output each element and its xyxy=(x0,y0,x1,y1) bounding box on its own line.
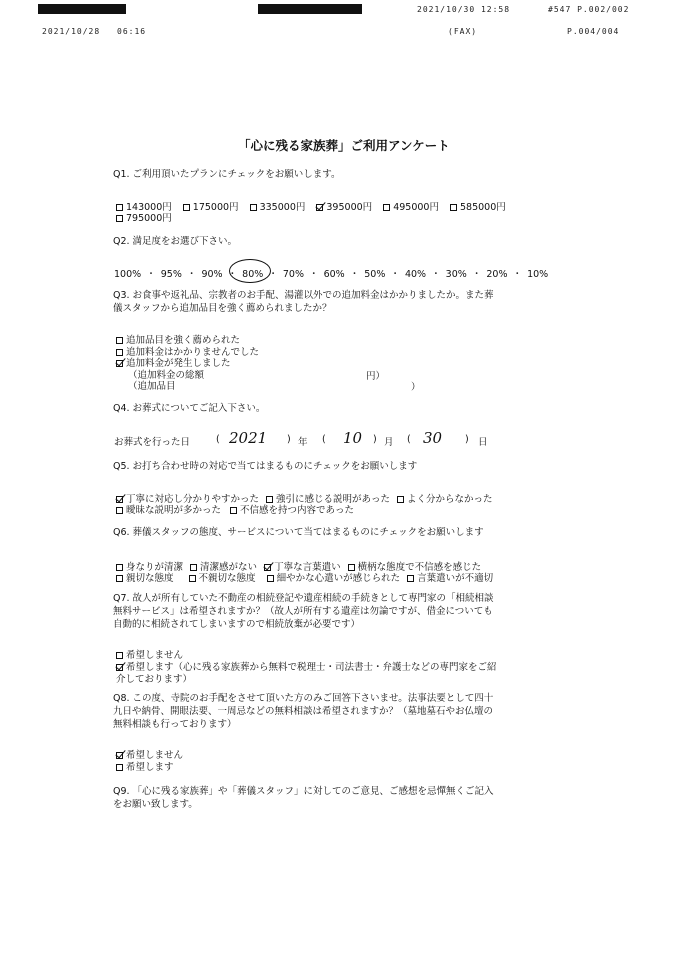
q8-options xyxy=(116,750,183,774)
option-label: 不信感を持つ内容であった xyxy=(240,505,354,516)
q3-option-strongly-recommended[interactable] xyxy=(116,335,259,347)
checkbox[interactable] xyxy=(116,349,123,356)
q3-option-no-extra-fee[interactable] xyxy=(116,347,259,359)
checkbox[interactable] xyxy=(250,204,257,211)
fax-top-page: #547 P.002/002 xyxy=(548,5,630,14)
checkbox-checked[interactable] xyxy=(316,204,323,211)
checkbox[interactable] xyxy=(407,575,414,582)
fax-top-datetime: 2021/10/30 12:58 xyxy=(417,5,511,14)
scale-50[interactable]: 50% xyxy=(364,269,386,280)
q4-question: Q4. お葬式についてご記入下さい。 xyxy=(113,403,266,414)
scale-60[interactable]: 60% xyxy=(323,269,345,280)
selection-circle-icon xyxy=(229,259,271,283)
redaction-bar-center xyxy=(258,4,362,14)
q4-year-unit: 年 xyxy=(298,437,308,448)
scale-100[interactable]: 100% xyxy=(114,269,142,280)
q4-paren-open-month: ( xyxy=(322,434,326,445)
q8-option-yes[interactable] xyxy=(116,762,183,774)
scale-dot: ・ xyxy=(431,269,441,280)
scale-40[interactable]: 40% xyxy=(404,269,427,280)
q5-option-vague[interactable] xyxy=(116,505,221,516)
q1-option-175000[interactable] xyxy=(183,202,239,213)
q1-options-row1 xyxy=(116,199,514,213)
checkbox-checked[interactable] xyxy=(116,664,123,671)
q7-option-yes-cont xyxy=(116,674,497,686)
option-label: 追加料金はかかりませんでした xyxy=(126,346,260,358)
q3-options xyxy=(116,335,259,393)
q3-question-line1: Q3. お食事や返礼品、宗教者のお手配、湯灌以外での追加料金はかかりましたか。また葬 xyxy=(113,290,494,301)
q7-question-line2: 無料サービス」は希望されますか？（故人が所有する遺産は勿論ですが、借金についても xyxy=(113,606,493,617)
option-label: 追加料金が発生しました xyxy=(126,358,231,369)
option-label: 横柄な態度で不信感を感じた xyxy=(357,562,482,573)
checkbox[interactable] xyxy=(397,496,404,503)
q1-options-row2 xyxy=(116,210,172,224)
option-label: 身なりが清潔 xyxy=(126,562,184,573)
q7-options xyxy=(116,650,497,686)
q9-question-line2: をお願い致します。 xyxy=(113,799,198,810)
q8-question-line1: Q8. この度、寺院のお手配をさせて頂いた方のみご回答下さいませ。法事法要として四十 xyxy=(113,693,494,704)
q4-paren-open-day: ( xyxy=(407,434,411,445)
checkbox[interactable] xyxy=(450,204,457,211)
q7-option-yes[interactable] xyxy=(116,662,497,674)
q2-scale xyxy=(114,266,548,280)
scale-dot: ・ xyxy=(227,269,238,280)
scale-dot: ・ xyxy=(349,269,360,280)
q6-row2 xyxy=(116,570,493,584)
q3-option-extra-fee[interactable] xyxy=(116,358,259,370)
option-label: 795000円 xyxy=(126,213,172,224)
q4-year-value[interactable]: 2021 xyxy=(229,429,268,447)
checkbox[interactable] xyxy=(189,575,196,582)
q1-option-795000[interactable] xyxy=(116,213,172,224)
scale-dot: ・ xyxy=(146,269,156,280)
q6-option-inappropriate-language[interactable] xyxy=(407,573,493,584)
amount-label: （追加料金の総額 xyxy=(128,369,205,381)
scale-dot: ・ xyxy=(390,269,400,280)
option-label: 希望しません xyxy=(126,750,184,761)
survey-title: 「心に残る家族葬」ご利用アンケート xyxy=(238,138,450,153)
option-label: 曖昧な説明が多かった xyxy=(126,505,222,516)
option-label: 丁寧に対応し分かりやすかった xyxy=(126,494,260,505)
option-label: 親切な態度 xyxy=(126,573,174,584)
option-label: 495000円 xyxy=(393,202,439,213)
q4-paren-close-year: ) xyxy=(287,434,291,445)
scale-dot: ・ xyxy=(186,269,197,280)
checkbox[interactable] xyxy=(116,764,123,771)
q3-amount-line xyxy=(116,370,259,382)
checkbox-checked[interactable] xyxy=(116,752,123,759)
option-label: よく分からなかった xyxy=(406,494,493,505)
scale-10[interactable]: 10% xyxy=(527,269,549,280)
checkbox[interactable] xyxy=(183,204,190,211)
option-label: 395000円 xyxy=(326,202,373,213)
q3-question-line2: 儀スタッフから追加品目を強く薦められましたか？ xyxy=(113,303,332,314)
option-label: 175000円 xyxy=(192,202,239,213)
q1-option-335000[interactable] xyxy=(250,202,306,213)
scale-dot: ・ xyxy=(309,269,319,280)
q2-question: Q2. 満足度をお選び下さい。 xyxy=(113,236,238,247)
scale-dot: ・ xyxy=(512,269,523,280)
option-label: 希望しません xyxy=(126,650,184,661)
option-label-cont: 介しております） xyxy=(116,674,193,685)
items-label: （追加品目 xyxy=(128,381,176,392)
q1-question: Q1. ご利用頂いたプランにチェックをお願いします。 xyxy=(113,169,341,180)
checkbox-checked[interactable] xyxy=(116,360,123,367)
checkbox[interactable] xyxy=(116,337,123,344)
fax-second-page: P.004/004 xyxy=(567,27,620,36)
q4-paren-close-day: ) xyxy=(465,434,469,445)
date-prefix: お葬式を行った日 xyxy=(114,437,191,448)
scale-95[interactable]: 95% xyxy=(160,269,182,280)
scale-90[interactable]: 90% xyxy=(201,269,223,280)
scale-dot: ・ xyxy=(471,269,482,280)
q4-month-unit: 月 xyxy=(384,437,394,448)
q6-option-attentive[interactable] xyxy=(267,573,401,584)
q4-day-unit: 日 xyxy=(478,437,488,448)
q1-option-585000[interactable] xyxy=(450,202,506,213)
q9-question-line1: Q9. 「心に残る家族葬」や「葬儀スタッフ」に対してのご意見、ご感想を忌憚無くご記入 xyxy=(113,786,494,797)
option-label: 不親切な態度 xyxy=(198,573,256,584)
q4-day-value[interactable]: 30 xyxy=(423,429,443,447)
q4-month-value[interactable]: 10 xyxy=(343,429,363,447)
redaction-bar-left xyxy=(38,4,126,14)
q7-question-line3: 自動的に相続されてしまいますので相続放棄が必要です） xyxy=(113,619,361,630)
scale-70[interactable]: 70% xyxy=(282,269,304,280)
option-label: 追加品目を強く薦められた xyxy=(126,335,241,346)
q3-amount-unit: 円） xyxy=(366,371,386,382)
q3-items-close: ） xyxy=(411,382,421,393)
q5-row2 xyxy=(116,502,354,516)
q7-question-line1: Q7. 故人が所有していた不動産の相続登記や遺産相続の手続きとして専門家の「相続相談 xyxy=(113,593,494,604)
q6-question: Q6. 葬儀スタッフの態度、サービスについて当てはまるものにチェックをお願いします xyxy=(113,527,484,538)
q8-question-line3: 無料相談も行っております） xyxy=(113,719,237,730)
option-label: 585000円 xyxy=(459,202,506,213)
checkbox[interactable] xyxy=(116,575,123,582)
q3-items-line xyxy=(116,381,259,393)
q7-option-no[interactable] xyxy=(116,650,497,662)
checkbox[interactable] xyxy=(116,652,123,659)
checkbox[interactable] xyxy=(230,507,237,514)
q1-option-495000[interactable] xyxy=(383,202,439,213)
checkbox[interactable] xyxy=(116,507,123,514)
q8-question-line2: 九日や納骨、開眼法要、一周忌などの無料相談は希望されますか？（墓地墓石やお仏壇の xyxy=(113,706,494,717)
q5-question: Q5. お打ち合わせ時の対応で当てはまるものにチェックをお願いします xyxy=(113,461,418,472)
fax-second-label: (FAX) xyxy=(448,27,478,36)
q5-option-distrust[interactable] xyxy=(230,505,354,516)
q5-option-unclear[interactable] xyxy=(397,494,493,505)
option-label: 丁寧な言葉遣い xyxy=(274,562,341,573)
scale-80-selected[interactable]: 80% xyxy=(242,269,264,280)
q4-paren-open-year: ( xyxy=(216,434,220,445)
option-label: 細やかな心遣いが感じられた xyxy=(276,573,401,584)
option-label: 強引に感じる説明があった xyxy=(276,494,390,505)
checkbox[interactable] xyxy=(116,215,123,222)
option-label: 言葉遣いが不適切 xyxy=(417,573,494,584)
q8-option-no[interactable] xyxy=(116,750,183,762)
scale-30[interactable]: 30% xyxy=(445,269,467,280)
q4-paren-close-month: ) xyxy=(373,434,377,445)
q6-option-unkind[interactable] xyxy=(189,573,256,584)
fax-second-date: 2021/10/28 xyxy=(42,27,101,36)
q6-option-kind[interactable] xyxy=(116,573,174,584)
checkbox[interactable] xyxy=(383,204,390,211)
option-label: 希望します（心に残る家族葬から無料で税理士・司法書士・弁護士などの専門家をご紹 xyxy=(126,662,497,673)
option-label: 希望します xyxy=(126,762,174,773)
scale-dot: ・ xyxy=(268,269,278,280)
checkbox[interactable] xyxy=(267,575,274,582)
fax-second-time: 06:16 xyxy=(117,27,147,36)
option-label: 335000円 xyxy=(259,202,306,213)
q4-date-row xyxy=(114,434,190,448)
q1-option-395000[interactable] xyxy=(316,202,372,213)
option-label: 143000円 xyxy=(126,202,172,213)
scale-20[interactable]: 20% xyxy=(486,269,508,280)
option-label: 清潔感がない xyxy=(200,562,258,573)
